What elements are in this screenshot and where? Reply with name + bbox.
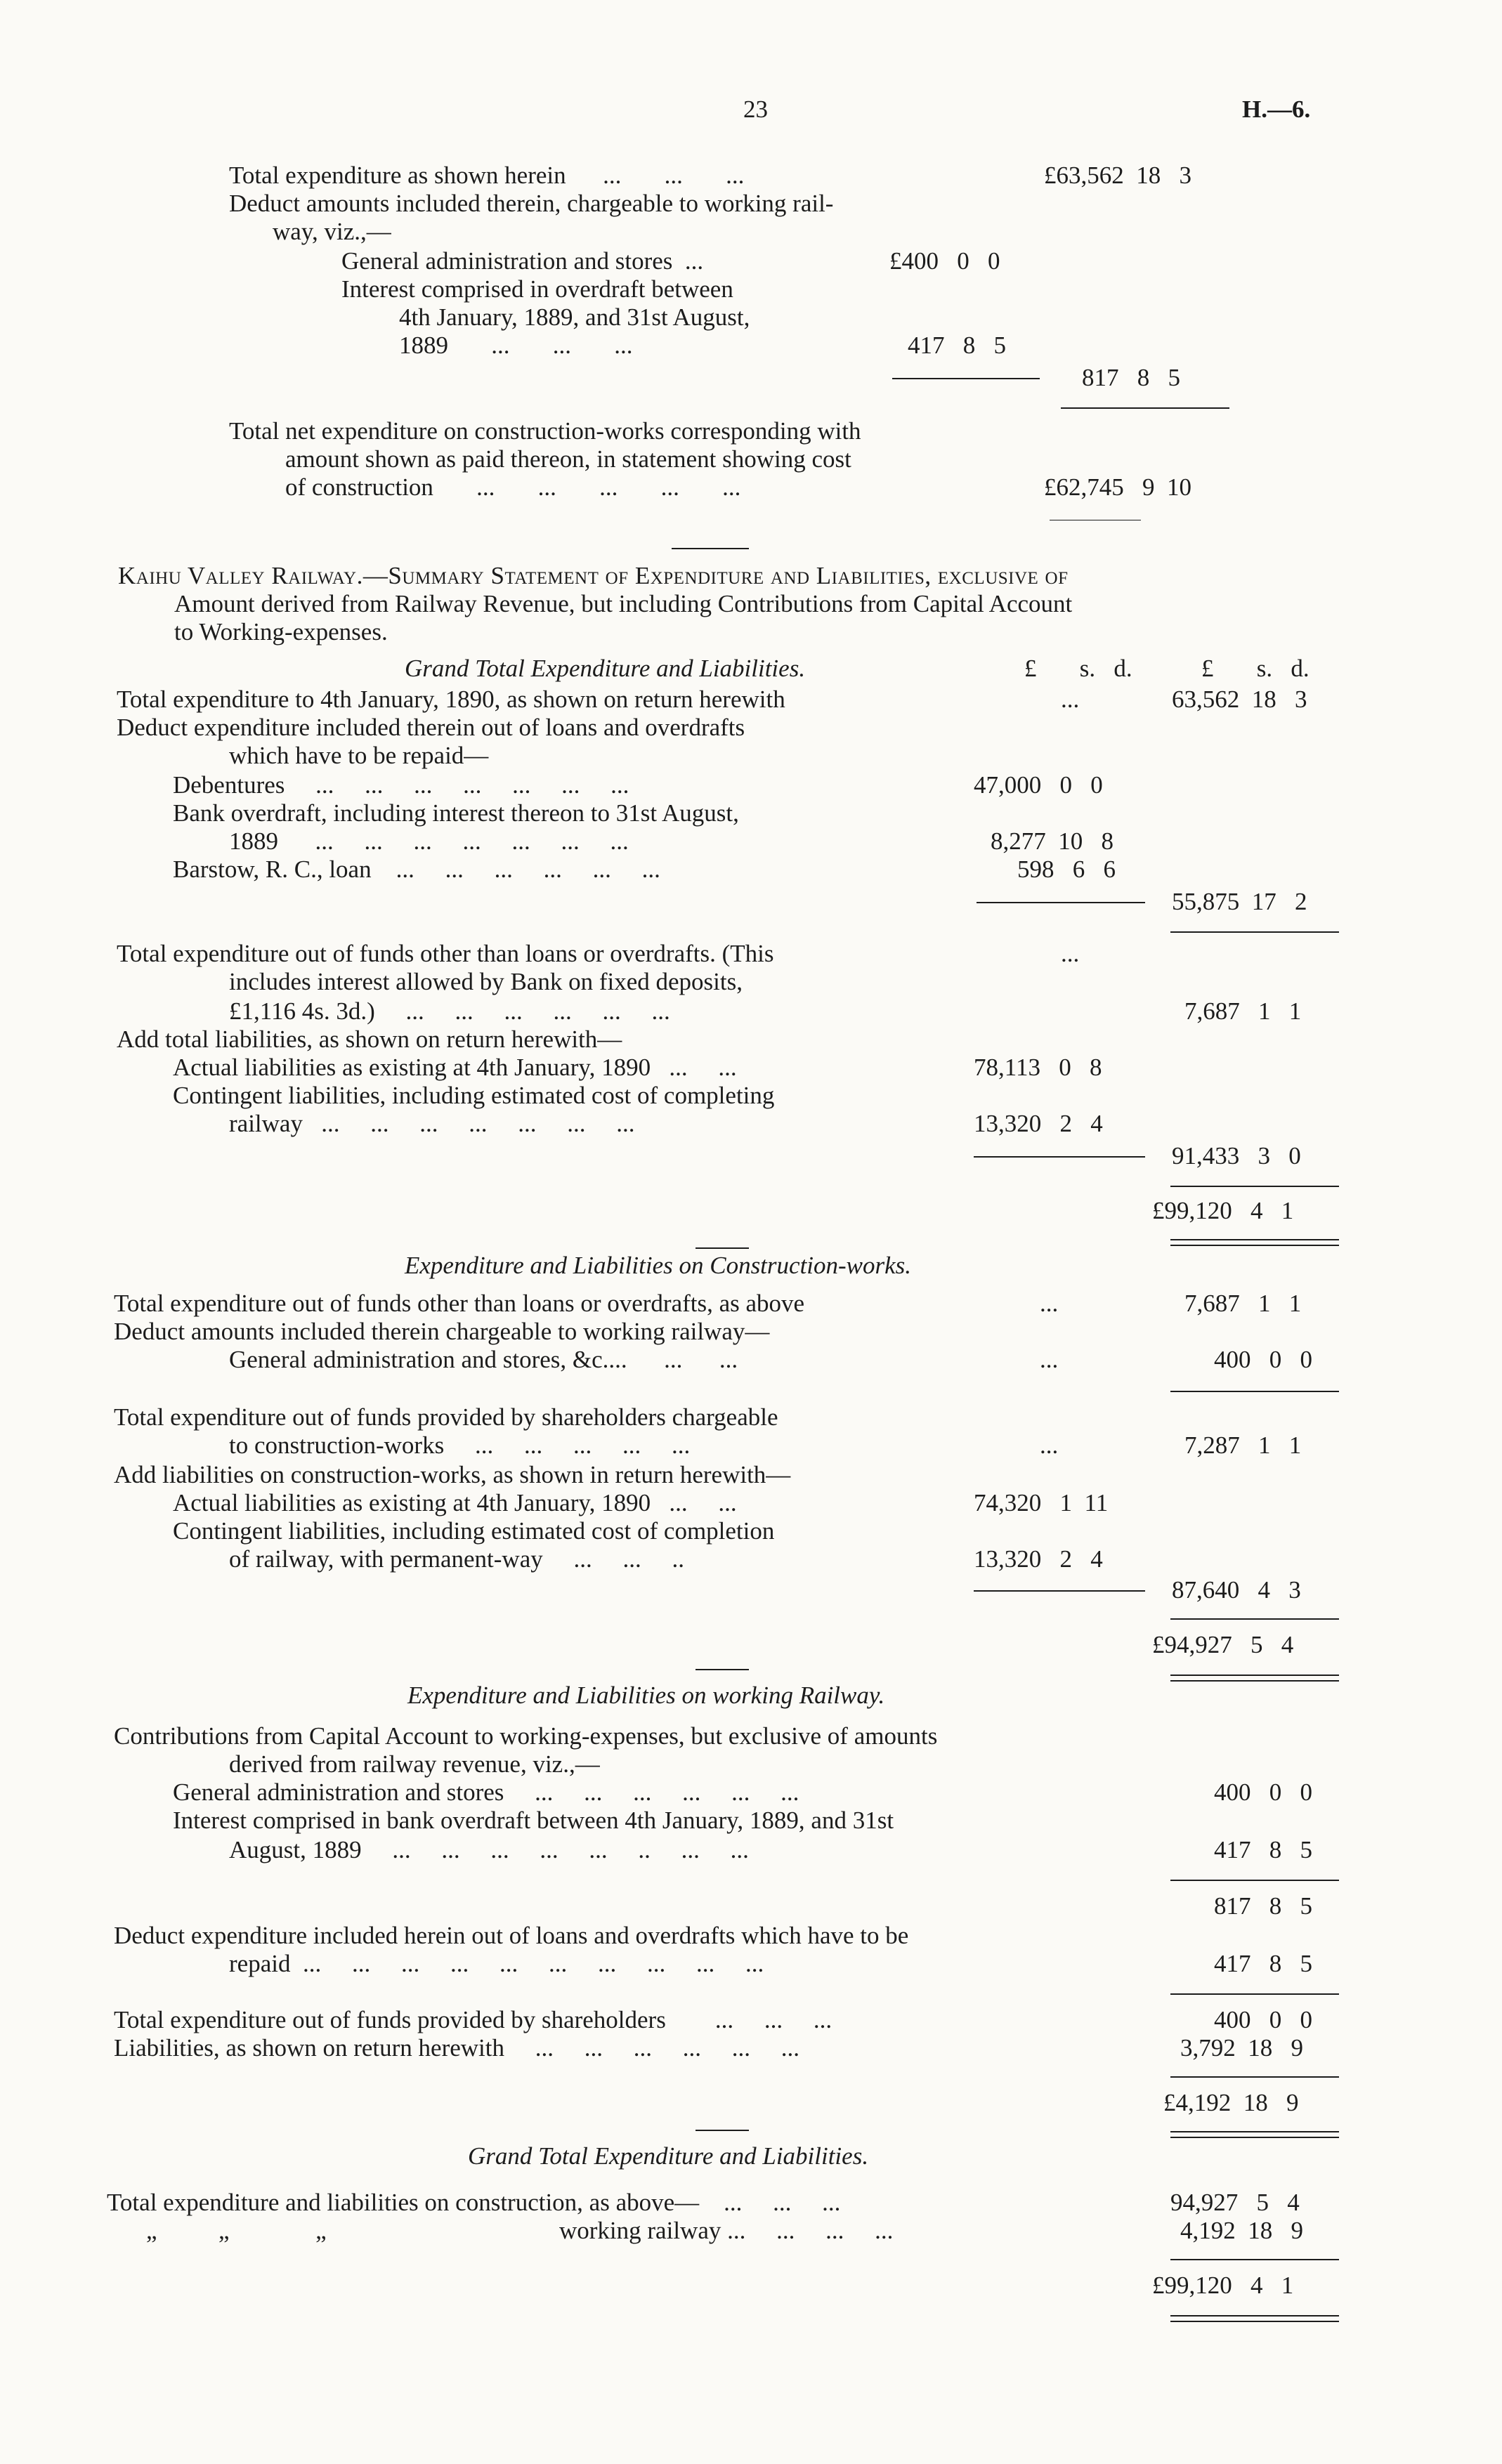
grand-row-1: Total expenditure to 4th January, 1890, as shown on return herewith: [117, 686, 785, 713]
rule: [977, 902, 1145, 903]
top-line-3: way, viz.,—: [273, 218, 391, 245]
section-divider: [696, 2130, 749, 2131]
double-rule: [1170, 2321, 1339, 2322]
top-line-1-value: £63,562 18 3: [1044, 162, 1191, 189]
top-line-8: Total net expenditure on construction-works corresponding with: [229, 417, 861, 445]
working-row-3: General administration and stores ... ... ... ... ... ...: [173, 1778, 799, 1806]
working-row-8-value: 417 8 5: [1214, 1950, 1312, 1977]
grand-row-10: £1,116 4s. 3d.) ... ... ... ... ... ...: [229, 997, 670, 1025]
construction-row-5-dots: ...: [1040, 1431, 1059, 1459]
top-line-7-total: 817 8 5: [1082, 364, 1180, 391]
working-row-7: Deduct expenditure included herein out of loans and overdrafts which have to be: [114, 1922, 909, 1949]
working-row-5: August, 1889 ... ... ... ... ... .. ... ...: [229, 1836, 749, 1863]
double-rule: [1170, 1680, 1339, 1682]
rule: [1170, 931, 1339, 933]
double-rule: [1170, 2137, 1339, 2138]
working-total-value: £4,192 18 9: [1163, 2089, 1299, 2116]
construction-row-1: Total expenditure out of funds other than loans or overdrafts, as above: [114, 1290, 805, 1317]
grand-row-9: includes interest allowed by Bank on fixed deposits,: [229, 968, 743, 995]
section-divider: [696, 1247, 749, 1249]
construction-row-7-value: 74,320 1 11: [974, 1489, 1109, 1516]
grand-row-5: Bank overdraft, including interest thereon to 31st August,: [173, 799, 739, 827]
construction-row-5: to construction-works ... ... ... ... ...: [229, 1431, 691, 1459]
grand-row-10-value: 7,687 1 1: [1184, 997, 1302, 1025]
construction-row-3-value: 400 0 0: [1214, 1346, 1312, 1373]
grand-row-7-total: 55,875 17 2: [1172, 888, 1307, 915]
final-row-2: working railway ... ... ... ...: [559, 2217, 894, 2244]
rule: [1170, 1186, 1339, 1187]
column-header-2: £ s. d.: [1201, 655, 1310, 682]
rule: [1170, 1993, 1339, 1995]
final-total-value: £99,120 4 1: [1152, 2272, 1294, 2299]
kaihu-title-line-1: Kaihu Valley Railway.—Summary Statement of Expenditure and Liabilities, exclusive of: [118, 562, 1069, 589]
grand-row-12-value: 78,113 0 8: [974, 1054, 1102, 1081]
double-rule: [1170, 1245, 1339, 1246]
construction-row-7: Actual liabilities as existing at 4th January, 1890 ... ...: [173, 1489, 737, 1516]
construction-row-9: of railway, with permanent-way ... ... ..: [229, 1545, 684, 1573]
grand-row-11: Add total liabilities, as shown on return herewith—: [117, 1025, 622, 1053]
grand-row-14-total: 91,433 3 0: [1172, 1142, 1301, 1169]
top-line-1: Total expenditure as shown herein ... ... ...: [229, 162, 745, 189]
final-heading: Grand Total Expenditure and Liabilities.: [468, 2142, 869, 2170]
section-divider: [696, 1669, 749, 1670]
construction-total-value: £94,927 5 4: [1152, 1631, 1294, 1658]
top-line-10: of construction ... ... ... ... ...: [285, 473, 741, 501]
construction-row-3: General administration and stores, &c.... ... ...: [229, 1346, 738, 1373]
grand-row-6-value: 8,277 10 8: [991, 827, 1114, 855]
working-row-2: derived from railway revenue, viz.,—: [229, 1750, 600, 1778]
working-row-6-value: 817 8 5: [1214, 1892, 1312, 1920]
working-heading: Expenditure and Liabilities on working Railway.: [407, 1682, 885, 1709]
grand-total-value: £99,120 4 1: [1152, 1197, 1294, 1224]
working-row-3-value: 400 0 0: [1214, 1778, 1312, 1806]
double-rule: [1170, 2131, 1339, 2132]
construction-row-5-value: 7,287 1 1: [1184, 1431, 1302, 1459]
working-row-9-value: 400 0 0: [1214, 2006, 1312, 2033]
top-line-4-value: £400 0 0: [889, 247, 1000, 275]
top-line-10-value: £62,745 9 10: [1044, 473, 1191, 501]
grand-row-8-dots: ...: [1061, 940, 1080, 967]
double-rule: [1170, 2315, 1339, 2316]
working-row-4: Interest comprised in bank overdraft between 4th January, 1889, and 31st: [173, 1807, 894, 1834]
final-row-2-value: 4,192 18 9: [1180, 2217, 1303, 2244]
working-row-9: Total expenditure out of funds provided by shareholders ... ... ...: [114, 2006, 832, 2033]
section-divider: [672, 548, 749, 549]
final-row-1-value: 94,927 5 4: [1170, 2189, 1300, 2216]
top-line-7-value: 417 8 5: [908, 332, 1006, 359]
rule: [1170, 1880, 1339, 1881]
double-rule: [1170, 1239, 1339, 1240]
document-code: H.—6.: [1242, 96, 1311, 123]
top-line-5: Interest comprised in overdraft between: [341, 275, 733, 303]
working-row-5-value: 417 8 5: [1214, 1836, 1312, 1863]
kaihu-title-line-2: Amount derived from Railway Revenue, but including Contributions from Capital Account: [174, 590, 1073, 617]
grand-row-7: Barstow, R. C., loan ... ... ... ... ... ...: [173, 856, 660, 883]
grand-row-14-value: 13,320 2 4: [974, 1110, 1103, 1137]
construction-row-8: Contingent liabilities, including estimated cost of completion: [173, 1517, 775, 1545]
rule: [892, 378, 1040, 379]
construction-row-1-value: 7,687 1 1: [1184, 1290, 1302, 1317]
working-row-10: Liabilities, as shown on return herewith ... ... ... ... ... ...: [114, 2034, 799, 2062]
top-line-4: General administration and stores ...: [341, 247, 704, 275]
rule: [1170, 2259, 1339, 2260]
final-row-1: Total expenditure and liabilities on construction, as above— ... ... ...: [107, 2189, 841, 2216]
grand-heading: Grand Total Expenditure and Liabilities.: [405, 655, 806, 682]
grand-row-14: railway ... ... ... ... ... ... ...: [229, 1110, 635, 1137]
construction-row-4: Total expenditure out of funds provided by shareholders chargeable: [114, 1403, 778, 1431]
column-header-1: £ s. d.: [1024, 655, 1132, 682]
grand-row-12: Actual liabilities as existing at 4th January, 1890 ... ...: [173, 1054, 737, 1081]
grand-row-4: Debentures ... ... ... ... ... ... ...: [173, 771, 629, 799]
rule: [1170, 1618, 1339, 1620]
construction-row-1-dots: ...: [1040, 1290, 1059, 1317]
construction-row-3-dots: ...: [1040, 1346, 1059, 1373]
rule: [974, 1590, 1145, 1592]
construction-row-9-value: 13,320 2 4: [974, 1545, 1103, 1573]
working-row-8: repaid ... ... ... ... ... ... ... ... ... ...: [229, 1950, 764, 1977]
working-row-10-value: 3,792 18 9: [1180, 2034, 1303, 2062]
grand-row-3: which have to be repaid—: [229, 742, 489, 769]
grand-row-4-value: 47,000 0 0: [974, 771, 1103, 799]
grand-row-13: Contingent liabilities, including estimated cost of completing: [173, 1082, 775, 1109]
grand-row-1-dots: ...: [1061, 686, 1080, 713]
double-rule: [1170, 1675, 1339, 1676]
construction-row-9-total: 87,640 4 3: [1172, 1576, 1301, 1604]
construction-heading: Expenditure and Liabilities on Construction-works.: [405, 1252, 912, 1279]
top-line-7: 1889 ... ... ...: [399, 332, 633, 359]
rule: [1170, 2076, 1339, 2078]
grand-row-7-value: 598 6 6: [1017, 856, 1116, 883]
top-line-9: amount shown as paid thereon, in statement showing cost: [285, 445, 851, 473]
rule: [974, 1156, 1145, 1158]
page-number: 23: [743, 96, 768, 123]
kaihu-title-line-3: to Working-expenses.: [174, 618, 388, 646]
grand-row-6: 1889 ... ... ... ... ... ... ...: [229, 827, 629, 855]
grand-row-1-value: 63,562 18 3: [1172, 686, 1307, 713]
top-line-6: 4th January, 1889, and 31st August,: [399, 303, 750, 331]
grand-row-8: Total expenditure out of funds other than loans or overdrafts. (This: [117, 940, 774, 967]
rule: [1061, 407, 1229, 409]
final-row-2-ditto: „ „ „: [146, 2217, 327, 2244]
grand-row-2: Deduct expenditure included therein out of loans and overdrafts: [117, 714, 745, 741]
construction-row-6: Add liabilities on construction-works, as shown in return herewith—: [114, 1461, 791, 1488]
working-row-1: Contributions from Capital Account to working-expenses, but exclusive of amounts: [114, 1722, 938, 1750]
rule: [1170, 1391, 1339, 1392]
construction-row-2: Deduct amounts included therein chargeable to working railway—: [114, 1318, 770, 1345]
top-line-2: Deduct amounts included therein, chargeable to working rail-: [229, 190, 834, 217]
